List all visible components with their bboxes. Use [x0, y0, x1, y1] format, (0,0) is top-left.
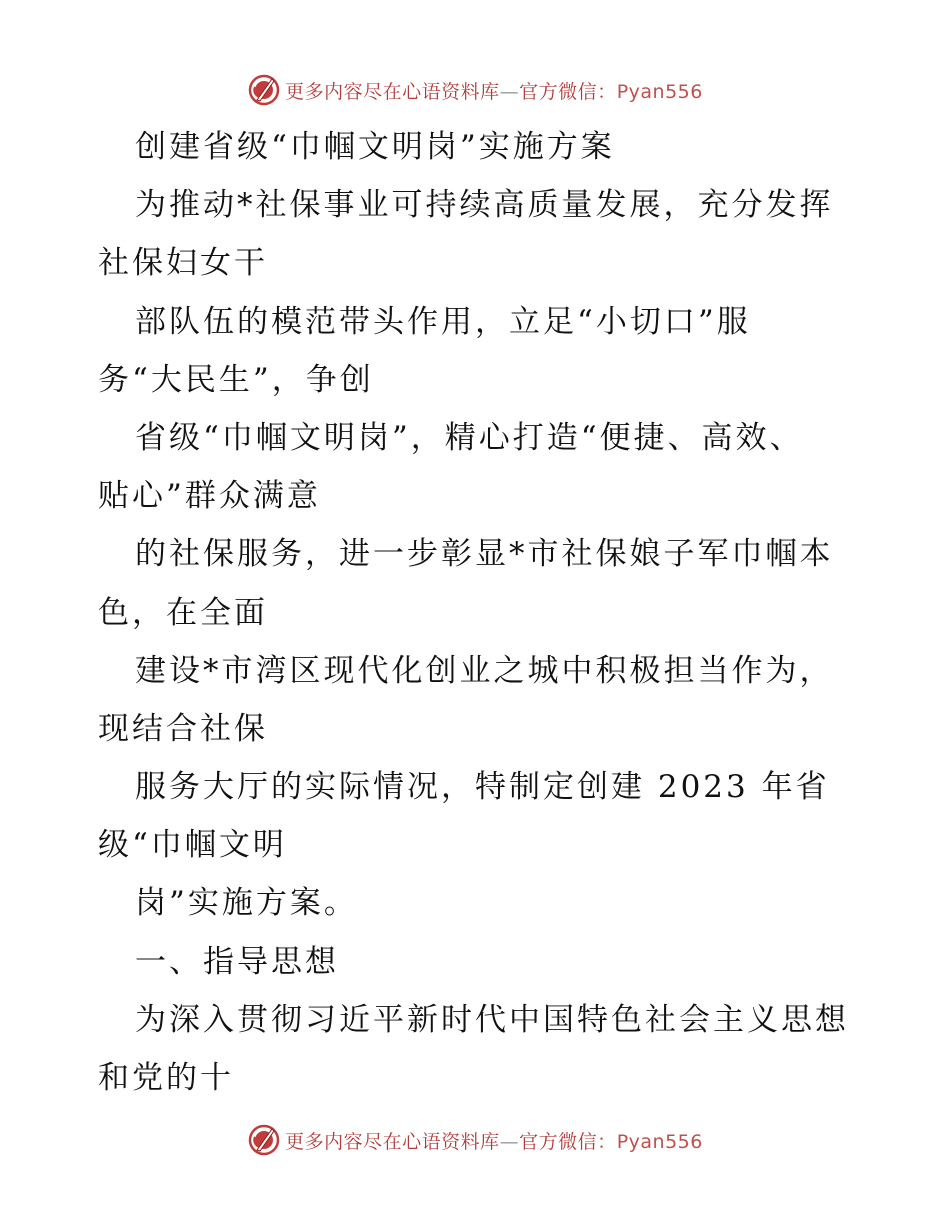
header-contact-label: 官方微信：: [519, 80, 617, 103]
text-line: 服务大厅的实际情况，特制定创建 2023 年省: [135, 769, 830, 806]
text-line: 的社保服务，进一步彰显*市社保娘子军巾帼本: [135, 536, 834, 573]
section-heading: 一、指导思想: [135, 943, 339, 980]
footer-banner: [0, 1120, 950, 1160]
header-dash: —: [499, 80, 520, 103]
footer-banner-text: [285, 1127, 703, 1154]
footer-contact-label: 官方微信：: [519, 1130, 617, 1153]
text-line: 级“巾帼文明: [98, 827, 287, 864]
text-line: 岗”实施方案。: [135, 885, 358, 922]
text-line: 色，在全面: [98, 594, 268, 631]
document-body: [98, 118, 878, 1107]
header-brand-text: 更多内容尽在心语资料库: [285, 80, 500, 103]
text-line: 和党的十: [98, 1060, 234, 1096]
footer-contact-id: Pyan556: [616, 1130, 703, 1153]
text-line: 建设*市湾区现代化创业之城中积极担当作为，: [135, 652, 834, 689]
text-line: 省级“巾帼文明岗”，精心打造“便捷、高效、: [135, 419, 804, 456]
text-line: 为推动*社保事业可持续高质量发展，充分发挥: [135, 187, 834, 224]
header-banner: [0, 70, 950, 110]
header-banner-text: [285, 77, 703, 104]
header-contact-id: Pyan556: [616, 80, 703, 103]
text-line: 贴心”群众满意: [98, 478, 321, 515]
footer-brand-text: 更多内容尽在心语资料库: [285, 1130, 500, 1153]
text-line: 务“大民生”，争创: [98, 361, 374, 398]
text-line: 社保妇女干: [98, 245, 268, 282]
document-title: 创建省级“巾帼文明岗”实施方案: [135, 129, 615, 165]
red-quill-seal-icon: [247, 1123, 281, 1157]
red-quill-seal-icon: [247, 73, 281, 107]
text-line: 为深入贯彻习近平新时代中国特色社会主义思想: [135, 1001, 849, 1038]
text-line: 部队伍的模范带头作用，立足“小切口”服: [135, 303, 751, 340]
footer-dash: —: [499, 1130, 520, 1153]
text-line: 现结合社保: [98, 710, 268, 747]
